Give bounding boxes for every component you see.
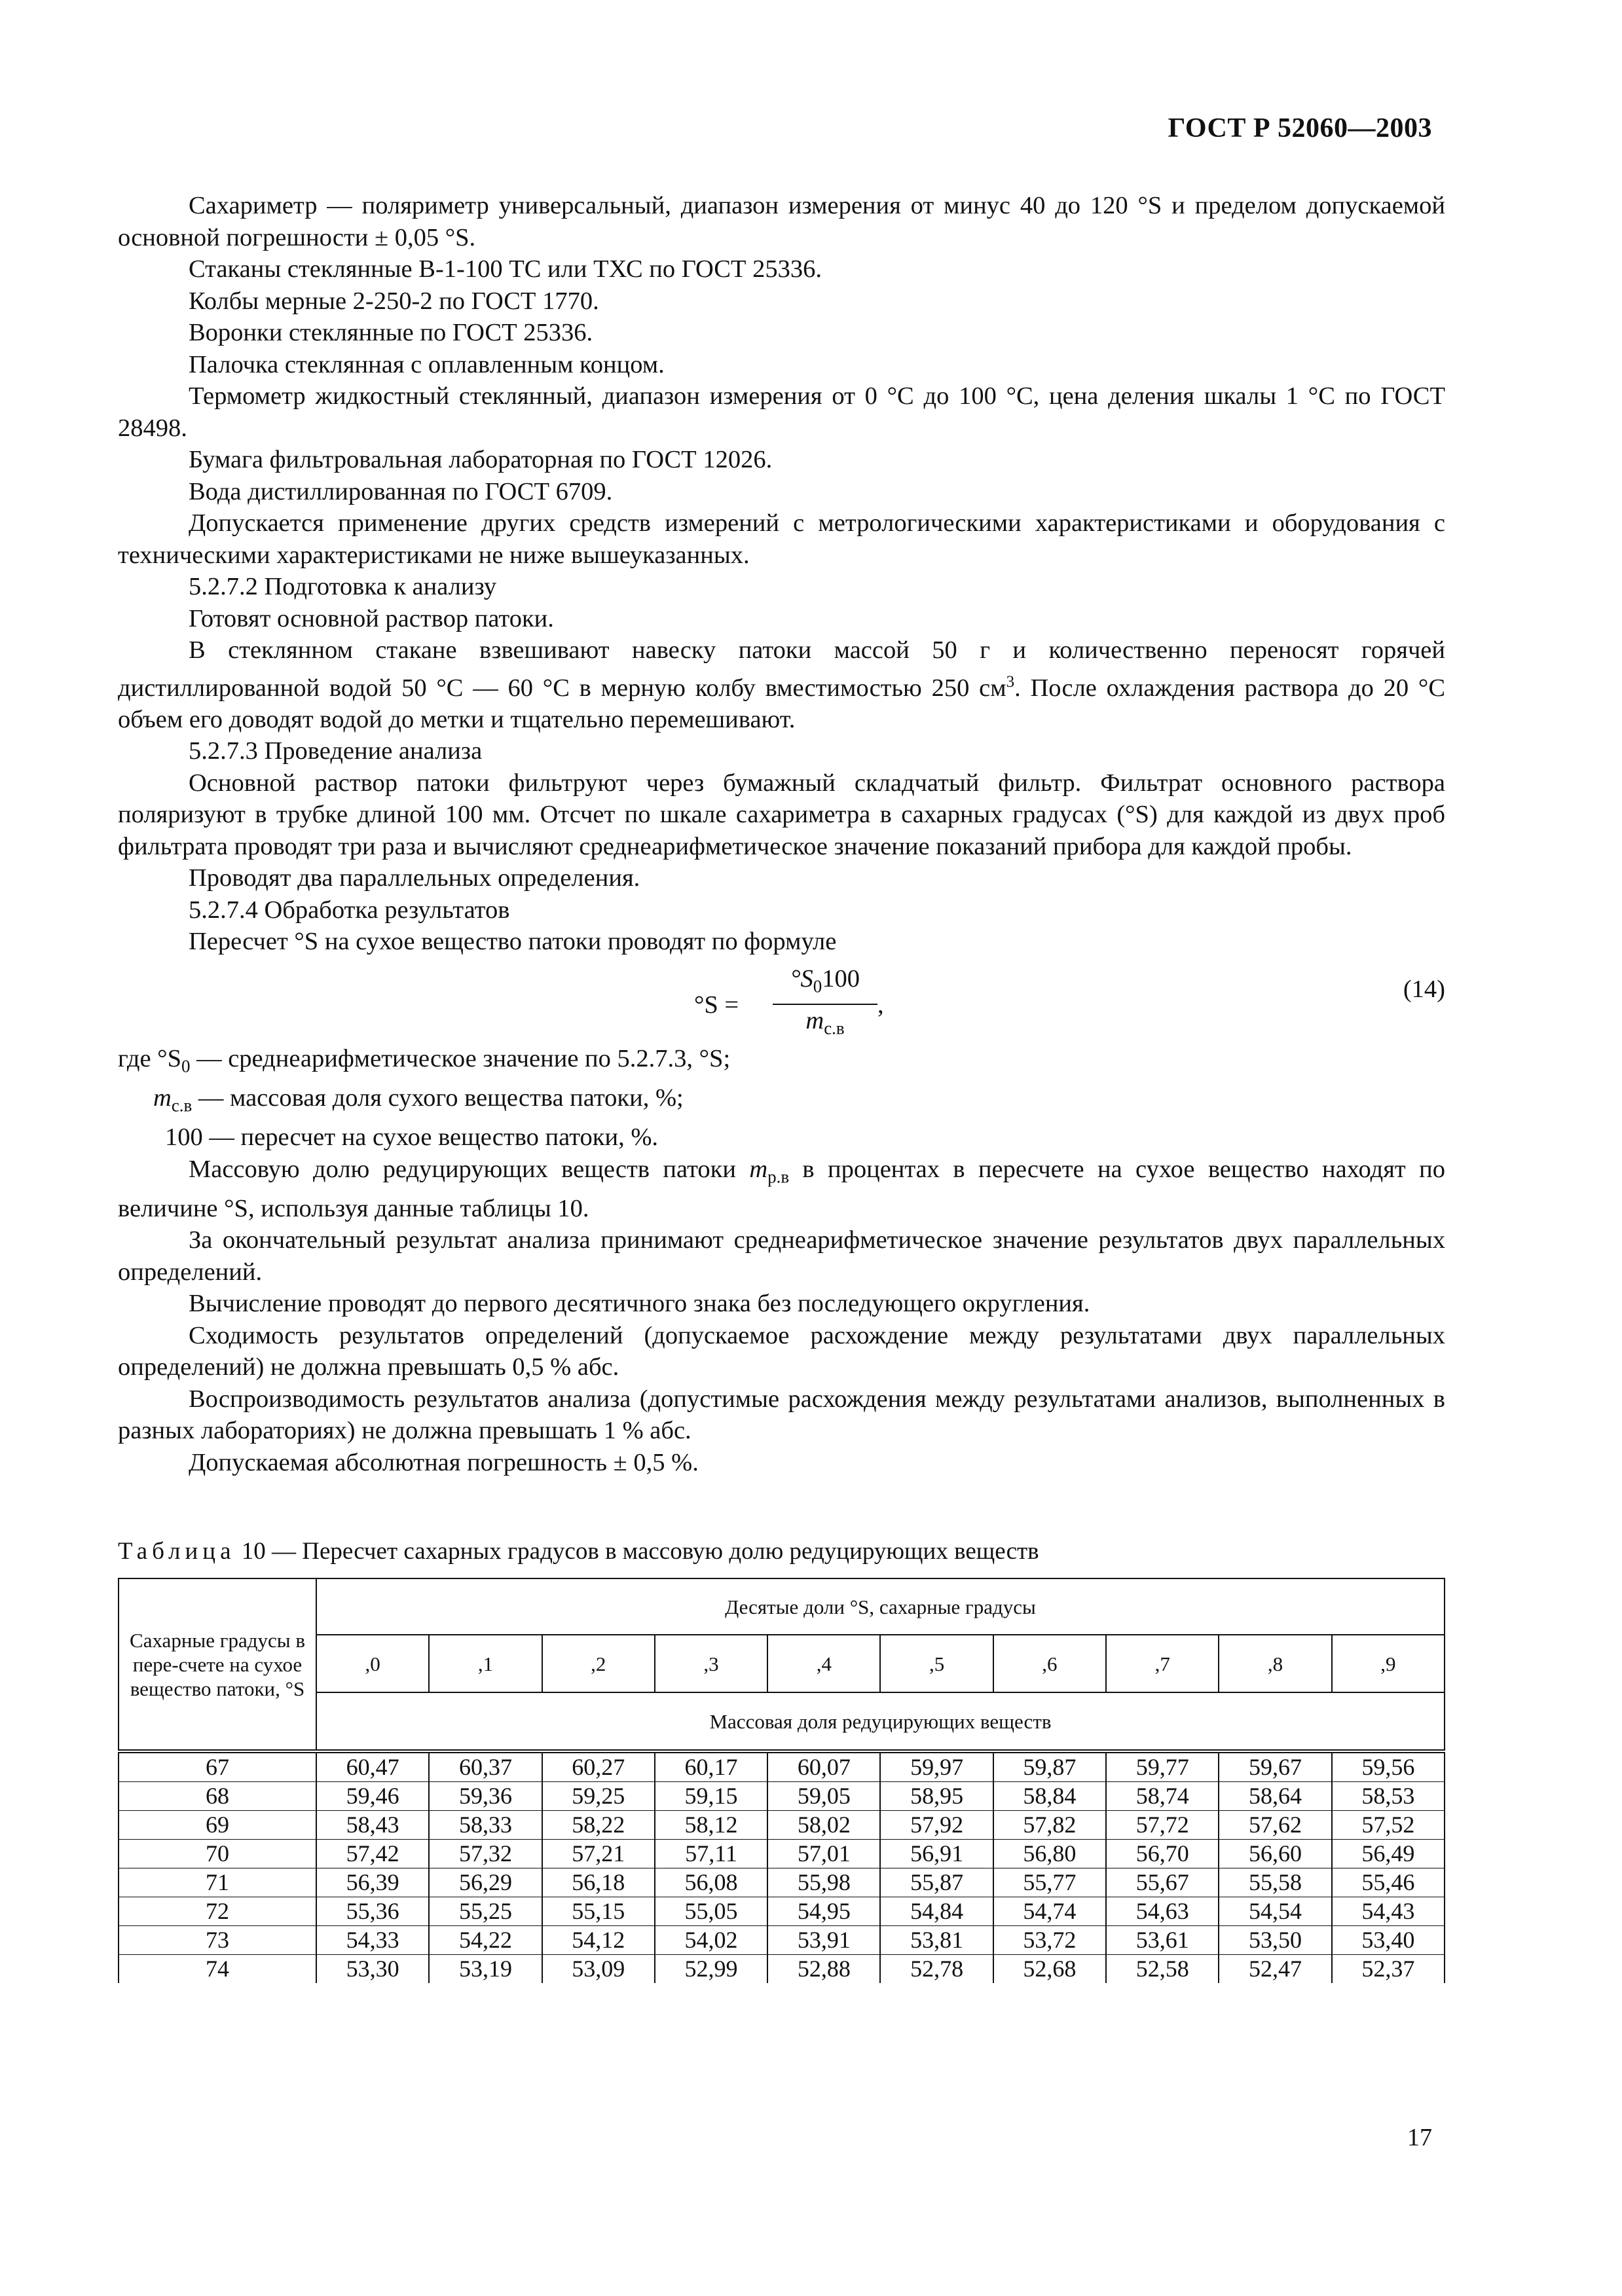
value-cell: 56,60 bbox=[1219, 1840, 1331, 1868]
subscript: р.в bbox=[767, 1167, 790, 1187]
value-cell: 57,52 bbox=[1332, 1811, 1445, 1840]
table-row bbox=[119, 1955, 1445, 1984]
formula-comma: , bbox=[877, 991, 884, 1019]
text-run: . После охлаждения раствора до 20 °С объем его доводят водой до метки и тщательно перемешивают. bbox=[118, 674, 1445, 733]
paragraph: Воспроизводимость результатов анализа (допустимые расхождения между результатами анализов, выполненных в разных лабораториях) не должна превышать 1 % абс. bbox=[118, 1385, 1445, 1445]
value-cell: 58,64 bbox=[1219, 1782, 1331, 1811]
formula-number: 100 bbox=[822, 964, 860, 993]
value-cell: 54,95 bbox=[767, 1897, 880, 1926]
where-symbol: где °S bbox=[118, 1044, 181, 1072]
value-cell: 59,05 bbox=[767, 1782, 880, 1811]
where-item bbox=[118, 1043, 1445, 1082]
value-cell: 55,87 bbox=[880, 1868, 993, 1897]
value-cell: 52,47 bbox=[1219, 1955, 1331, 1984]
value-cell: 58,74 bbox=[1106, 1782, 1219, 1811]
table-row bbox=[119, 1751, 1445, 1782]
value-cell: 56,29 bbox=[429, 1868, 542, 1897]
table-row bbox=[119, 1782, 1445, 1811]
value-cell: 58,95 bbox=[880, 1782, 993, 1811]
degree-cell: 70 bbox=[119, 1840, 316, 1868]
value-cell: 60,47 bbox=[316, 1751, 429, 1782]
value-cell: 52,99 bbox=[655, 1955, 767, 1984]
value-cell: 53,19 bbox=[429, 1955, 542, 1984]
value-cell: 56,18 bbox=[542, 1868, 655, 1897]
table-first-header: Сахарные градусы в пере-счете на сухое вещество патоки, °S bbox=[119, 1578, 316, 1751]
value-cell: 58,33 bbox=[429, 1811, 542, 1840]
formula-14 bbox=[118, 960, 1445, 1039]
value-cell: 54,63 bbox=[1106, 1897, 1219, 1926]
value-cell: 55,46 bbox=[1332, 1868, 1445, 1897]
value-cell: 59,25 bbox=[542, 1782, 655, 1811]
where-item bbox=[118, 1121, 1445, 1154]
paragraph: Основной раствор патоки фильтруют через бумажный складчатый фильтр. Фильтрат основного раствора поляризуют в трубке длиной 100 мм. Отсчет по шкале сахариметра в сахарных градусах (°S) для каждой из двух проб фильтрата проводят три раза и вычисляют среднеарифметическое значение показаний прибора для каждой пробы. bbox=[118, 769, 1445, 860]
value-cell: 57,21 bbox=[542, 1840, 655, 1868]
paragraph bbox=[118, 634, 1445, 735]
value-cell: 57,62 bbox=[1219, 1811, 1331, 1840]
value-cell: 60,27 bbox=[542, 1751, 655, 1782]
value-cell: 52,78 bbox=[880, 1955, 993, 1984]
symbol: m bbox=[749, 1155, 768, 1183]
value-cell: 53,09 bbox=[542, 1955, 655, 1984]
table-row bbox=[119, 1926, 1445, 1955]
paragraph: Колбы мерные 2-250-2 по ГОСТ 1770. bbox=[189, 287, 599, 315]
paragraph: Стаканы стеклянные В-1-100 ТС или ТХС по ГОСТ 25336. bbox=[189, 255, 822, 283]
tenths-header: ,5 bbox=[880, 1635, 993, 1692]
formula-number-label: (14) bbox=[1403, 975, 1445, 1003]
where-symbol: 100 bbox=[165, 1123, 203, 1152]
formula-symbol: °S bbox=[790, 964, 813, 993]
section-heading: 5.2.7.4 Обработка результатов bbox=[189, 896, 510, 924]
value-cell: 53,50 bbox=[1219, 1926, 1331, 1955]
value-cell: 57,42 bbox=[316, 1840, 429, 1868]
value-cell: 59,97 bbox=[880, 1751, 993, 1782]
value-cell: 54,43 bbox=[1332, 1897, 1445, 1926]
value-cell: 57,72 bbox=[1106, 1811, 1219, 1840]
where-text: — массовая доля сухого вещества патоки, %; bbox=[192, 1084, 684, 1112]
value-cell: 58,84 bbox=[993, 1782, 1106, 1811]
value-cell: 55,15 bbox=[542, 1897, 655, 1926]
value-cell: 57,01 bbox=[767, 1840, 880, 1868]
value-cell: 56,70 bbox=[1106, 1840, 1219, 1868]
value-cell: 60,37 bbox=[429, 1751, 542, 1782]
value-cell: 54,74 bbox=[993, 1897, 1106, 1926]
value-cell: 56,39 bbox=[316, 1868, 429, 1897]
where-symbol: m bbox=[153, 1084, 172, 1112]
table-sub-header: Массовая доля редуцирующих веществ bbox=[316, 1692, 1445, 1751]
value-cell: 53,30 bbox=[316, 1955, 429, 1984]
degree-cell: 73 bbox=[119, 1926, 316, 1955]
value-cell: 53,40 bbox=[1332, 1926, 1445, 1955]
tenths-header: ,0 bbox=[316, 1635, 429, 1692]
value-cell: 52,37 bbox=[1332, 1955, 1445, 1984]
where-text: — пересчет на сухое вещество патоки, %. bbox=[202, 1123, 659, 1152]
value-cell: 53,81 bbox=[880, 1926, 993, 1955]
value-cell: 54,12 bbox=[542, 1926, 655, 1955]
document-body bbox=[118, 190, 1445, 1478]
section-heading: 5.2.7.2 Подготовка к анализу bbox=[189, 573, 497, 600]
where-item bbox=[118, 1082, 1445, 1121]
paragraph: Вода дистиллированная по ГОСТ 6709. bbox=[189, 477, 613, 505]
table-row bbox=[119, 1840, 1445, 1868]
value-cell: 58,02 bbox=[767, 1811, 880, 1840]
value-cell: 55,98 bbox=[767, 1868, 880, 1897]
tenths-header: ,8 bbox=[1219, 1635, 1331, 1692]
paragraph: Термометр жидкостный стеклянный, диапазон измерения от 0 °С до 100 °С, цена деления шкалы 1 °С по ГОСТ 28498. bbox=[118, 382, 1445, 442]
document-header: ГОСТ Р 52060—2003 bbox=[1168, 113, 1432, 143]
value-cell: 58,12 bbox=[655, 1811, 767, 1840]
value-cell: 60,07 bbox=[767, 1751, 880, 1782]
value-cell: 59,67 bbox=[1219, 1751, 1331, 1782]
value-cell: 53,91 bbox=[767, 1926, 880, 1955]
paragraph: Допускаемая абсолютная погрешность ± 0,5 %. bbox=[189, 1448, 699, 1476]
tenths-header: ,4 bbox=[767, 1635, 880, 1692]
paragraph: Палочка стеклянная с оплавленным концом. bbox=[189, 350, 665, 378]
paragraph: Воронки стеклянные по ГОСТ 25336. bbox=[189, 319, 593, 346]
formula-lhs: °S = bbox=[694, 991, 739, 1019]
value-cell: 59,87 bbox=[993, 1751, 1106, 1782]
value-cell: 52,88 bbox=[767, 1955, 880, 1984]
value-cell: 58,53 bbox=[1332, 1782, 1445, 1811]
degree-cell: 74 bbox=[119, 1955, 316, 1984]
value-cell: 55,36 bbox=[316, 1897, 429, 1926]
paragraph: Готовят основной раствор патоки. bbox=[189, 604, 554, 632]
tenths-header: ,7 bbox=[1106, 1635, 1219, 1692]
value-cell: 55,77 bbox=[993, 1868, 1106, 1897]
caption-text: 10 — Пересчет сахарных градусов в массовую долю редуцирующих веществ bbox=[235, 1538, 1039, 1565]
value-cell: 53,72 bbox=[993, 1926, 1106, 1955]
value-cell: 56,49 bbox=[1332, 1840, 1445, 1868]
value-cell: 58,22 bbox=[542, 1811, 655, 1840]
where-subscript: 0 bbox=[181, 1056, 191, 1076]
formula-subscript: с.в bbox=[824, 1018, 845, 1038]
paragraph: Пересчет °S на сухое вещество патоки проводят по формуле bbox=[189, 928, 837, 956]
where-subscript: с.в bbox=[171, 1095, 193, 1116]
value-cell: 59,36 bbox=[429, 1782, 542, 1811]
paragraph: Бумага фильтровальная лабораторная по ГОСТ 12026. bbox=[189, 446, 773, 473]
value-cell: 56,08 bbox=[655, 1868, 767, 1897]
superscript: 3 bbox=[1006, 672, 1015, 691]
value-cell: 57,82 bbox=[993, 1811, 1106, 1840]
formula-symbol: m bbox=[805, 1007, 824, 1035]
value-cell: 60,17 bbox=[655, 1751, 767, 1782]
table-10 bbox=[118, 1578, 1445, 1983]
value-cell: 52,58 bbox=[1106, 1955, 1219, 1984]
table-group-header: Десятые доли °S, сахарные градусы bbox=[316, 1578, 1445, 1635]
value-cell: 59,77 bbox=[1106, 1751, 1219, 1782]
value-cell: 55,05 bbox=[655, 1897, 767, 1926]
text-run: в процентах в пересчете на сухое вещество находят по величине °S, используя данные таблицы 10. bbox=[118, 1155, 1445, 1222]
value-cell: 54,33 bbox=[316, 1926, 429, 1955]
formula-subscript: 0 bbox=[813, 976, 822, 996]
value-cell: 55,25 bbox=[429, 1897, 542, 1926]
degree-cell: 72 bbox=[119, 1897, 316, 1926]
tenths-header: ,1 bbox=[429, 1635, 542, 1692]
formula-fraction bbox=[773, 963, 877, 1044]
table-row bbox=[119, 1811, 1445, 1840]
caption-word: Таблица bbox=[118, 1538, 236, 1565]
value-cell: 57,32 bbox=[429, 1840, 542, 1868]
tenths-header: ,2 bbox=[542, 1635, 655, 1692]
where-text: — среднеарифметическое значение по 5.2.7.3, °S; bbox=[190, 1044, 731, 1072]
value-cell: 59,15 bbox=[655, 1782, 767, 1811]
tenths-header: ,9 bbox=[1332, 1635, 1445, 1692]
text-run: Массовую долю редуцирующих веществ патоки bbox=[189, 1155, 750, 1183]
value-cell: 58,43 bbox=[316, 1811, 429, 1840]
value-cell: 59,56 bbox=[1332, 1751, 1445, 1782]
tenths-header: ,6 bbox=[993, 1635, 1106, 1692]
value-cell: 54,84 bbox=[880, 1897, 993, 1926]
paragraph: Проводят два параллельных определения. bbox=[189, 864, 640, 892]
value-cell: 56,91 bbox=[880, 1840, 993, 1868]
page-number: 17 bbox=[1407, 2124, 1432, 2151]
tenths-header: ,3 bbox=[655, 1635, 767, 1692]
table-body bbox=[119, 1751, 1445, 1983]
value-cell: 52,68 bbox=[993, 1955, 1106, 1984]
formula-denominator bbox=[773, 1005, 877, 1044]
degree-cell: 71 bbox=[119, 1868, 316, 1897]
paragraph: Сахариметр — поляриметр универсальный, диапазон измерения от минус 40 до 120 °S и пределом допускаемой основной погрешности ± 0,05 °S. bbox=[118, 192, 1445, 251]
table-row bbox=[119, 1868, 1445, 1897]
value-cell: 55,67 bbox=[1106, 1868, 1219, 1897]
table-row bbox=[119, 1897, 1445, 1926]
paragraph: Вычисление проводят до первого десятичного знака без последующего округления. bbox=[189, 1290, 1090, 1318]
value-cell: 53,61 bbox=[1106, 1926, 1219, 1955]
value-cell: 55,58 bbox=[1219, 1868, 1331, 1897]
degree-cell: 69 bbox=[119, 1811, 316, 1840]
degree-cell: 68 bbox=[119, 1782, 316, 1811]
degree-cell: 67 bbox=[119, 1751, 316, 1782]
paragraph: Допускается применение других средств измерений с метрологическими характеристиками и оборудования с техническими характеристиками не ниже вышеуказанных. bbox=[118, 509, 1445, 569]
section-heading: 5.2.7.3 Проведение анализа bbox=[189, 737, 483, 765]
text-run: В стеклянном стакане взвешивают навеску патоки массой 50 г и количественно переносят горячей дистиллированной водой 50 °С — 60 °С в мерную колбу вместимостью 250 см bbox=[118, 636, 1445, 702]
formula-numerator bbox=[773, 963, 877, 1005]
value-cell: 54,54 bbox=[1219, 1897, 1331, 1926]
value-cell: 57,92 bbox=[880, 1811, 993, 1840]
value-cell: 54,22 bbox=[429, 1926, 542, 1955]
value-cell: 59,46 bbox=[316, 1782, 429, 1811]
value-cell: 57,11 bbox=[655, 1840, 767, 1868]
value-cell: 54,02 bbox=[655, 1926, 767, 1955]
paragraph: Сходимость результатов определений (допускаемое расхождение между результатами двух параллельных определений) не должна превышать 0,5 % абс. bbox=[118, 1321, 1445, 1381]
paragraph: За окончательный результат анализа принимают среднеарифметическое значение результатов двух параллельных определений. bbox=[118, 1226, 1445, 1286]
table-caption bbox=[118, 1537, 1039, 1565]
paragraph bbox=[118, 1154, 1445, 1225]
table-tenths-row bbox=[119, 1635, 1445, 1692]
value-cell: 56,80 bbox=[993, 1840, 1106, 1868]
